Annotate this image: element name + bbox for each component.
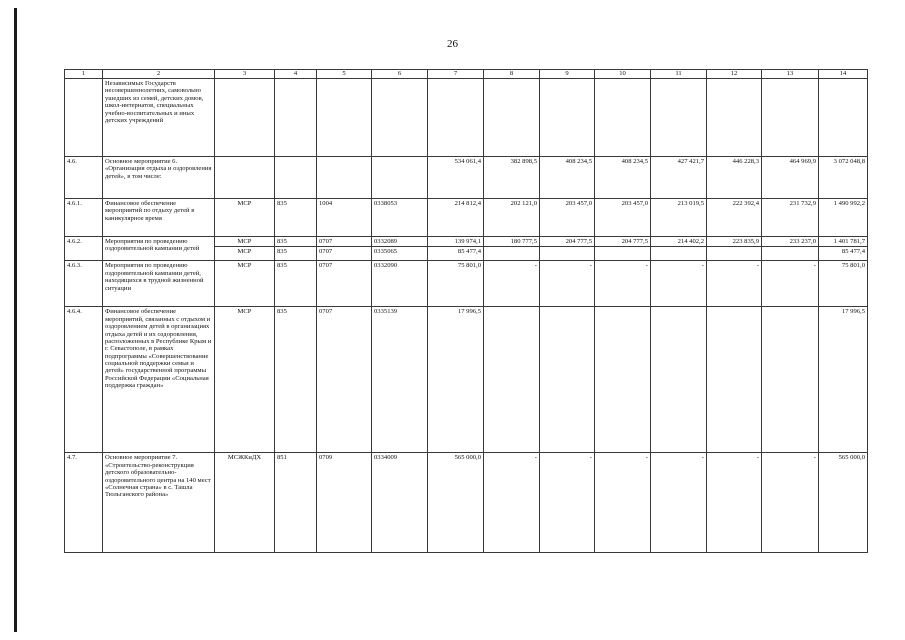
amount-cell: - [540,453,595,553]
code-cell: 0707 [317,237,372,247]
budget-table [64,69,868,553]
amount-cell: 231 732,9 [762,199,819,237]
amount-cell: 17 996,5 [428,307,484,453]
row-description: Финансовое обеспечение мероприятий по отдыху детей в каникулярное время [103,199,215,237]
agency-cell: МСР [215,261,275,307]
code-cell: 851 [275,453,317,553]
code-cell: 0335139 [372,307,428,453]
amount-cell: - [762,453,819,553]
code-cell: 835 [275,261,317,307]
cell [651,79,707,157]
amount-cell: 214 402,2 [651,237,707,247]
cell [215,79,275,157]
row-number: 4.6.1. [65,199,103,237]
total-cell: 1 490 992,2 [819,199,868,237]
row-description: Мероприятия по проведению оздоровительной кампании детей [103,237,215,261]
amount-cell: 565 000,0 [428,453,484,553]
amount-cell: 204 777,5 [595,237,651,247]
cell [595,79,651,157]
row-number: 4.6.4. [65,307,103,453]
header-cell: 8 [484,70,540,79]
cell [595,247,651,261]
amount-cell: - [484,261,540,307]
amount-cell: 203 457,0 [540,199,595,237]
code-cell: 0707 [317,247,372,261]
page-edge-bar [14,8,17,632]
header-cell: 14 [819,70,868,79]
cell [428,79,484,157]
code-cell: 1004 [317,199,372,237]
row-number: 4.6.3. [65,261,103,307]
row-number: 4.6.2. [65,237,103,261]
agency-cell: МСР [215,247,275,261]
cell [275,79,317,157]
header-cell: 6 [372,70,428,79]
header-cell: 5 [317,70,372,79]
table-row-4-6-4 [65,307,868,453]
amount-cell: 202 121,0 [484,199,540,237]
cell [317,157,372,199]
amount-cell: 408 234,5 [595,157,651,199]
row-description: Независимых Государств несовершеннолетних, самовольно ушедших из семей, детских домов, школ-интернатов, специальных учебно-воспитательных и иных детских учреждений [103,79,215,157]
amount-cell: 382 898,5 [484,157,540,199]
cell [540,307,595,453]
amount-cell: - [707,261,762,307]
amount-cell: 427 421,7 [651,157,707,199]
amount-cell: 85 477,4 [428,247,484,261]
amount-cell: 204 777,5 [540,237,595,247]
cell [762,79,819,157]
amount-cell: - [707,453,762,553]
code-cell: 0335065 [372,247,428,261]
header-cell: 11 [651,70,707,79]
amount-cell: 222 392,4 [707,199,762,237]
cell [484,247,540,261]
row-description: Финансовое обеспечение мероприятий, связанных с отдыхом и оздоровлением детей в организациях отдыха детей и их оздоровления, расположенных в Республике Крым и г. Севастополе, в рамках подпрограммы «Совершенствование социальной поддержки семьи и детей» государственной программы Российской Федерации «Социальная поддержка граждан» [103,307,215,453]
cell [484,307,540,453]
total-cell: 75 801,0 [819,261,868,307]
cell [215,157,275,199]
code-cell: 0332090 [372,261,428,307]
table-row-4-7 [65,453,868,553]
amount-cell: 203 457,0 [595,199,651,237]
code-cell: 0334009 [372,453,428,553]
header-cell: 2 [103,70,215,79]
cell [372,79,428,157]
amount-cell: 214 812,4 [428,199,484,237]
amount-cell: 464 969,9 [762,157,819,199]
header-cell: 3 [215,70,275,79]
total-cell: 565 000,0 [819,453,868,553]
cell [762,247,819,261]
amount-cell: 180 777,5 [484,237,540,247]
amount-cell: - [595,261,651,307]
cell [762,307,819,453]
total-cell: 1 401 781,7 [819,237,868,247]
amount-cell: 408 234,5 [540,157,595,199]
code-cell: 835 [275,307,317,453]
amount-cell: - [651,453,707,553]
code-cell: 0338053 [372,199,428,237]
row-description: Мероприятия по проведению оздоровительной кампании детей, находящихся в трудной жизненной ситуации [103,261,215,307]
total-cell: 85 477,4 [819,247,868,261]
cell [819,79,868,157]
header-cell: 4 [275,70,317,79]
table-row-continuation [65,79,868,157]
amount-cell: 534 061,4 [428,157,484,199]
row-description: Основное мероприятие 7. «Строительство-реконструкция детского образовательно-оздоровительного центра на 140 мест «Солнечная страна» в с. Ташла Тюльганского района» [103,453,215,553]
header-cell: 7 [428,70,484,79]
agency-cell: МСР [215,237,275,247]
amount-cell: 233 237,0 [762,237,819,247]
header-row [65,70,868,79]
header-cell: 13 [762,70,819,79]
header-cell: 12 [707,70,762,79]
table-row-4-6 [65,157,868,199]
amount-cell: - [595,453,651,553]
header-cell: 1 [65,70,103,79]
header-cell: 9 [540,70,595,79]
table-row-4-6-2 [65,237,868,247]
total-cell: 3 072 048,8 [819,157,868,199]
amount-cell: - [484,453,540,553]
code-cell: 0707 [317,307,372,453]
code-cell: 0332089 [372,237,428,247]
amount-cell: 75 801,0 [428,261,484,307]
row-number [65,79,103,157]
table-row-4-6-3 [65,261,868,307]
cell [707,307,762,453]
cell [540,247,595,261]
page-number: 26 [447,38,458,50]
cell [484,79,540,157]
cell [707,79,762,157]
amount-cell: - [540,261,595,307]
amount-cell: 139 974,1 [428,237,484,247]
cell [651,307,707,453]
amount-cell: - [651,261,707,307]
cell [540,79,595,157]
header-cell: 10 [595,70,651,79]
amount-cell: - [762,261,819,307]
agency-cell: МСР [215,199,275,237]
code-cell: 0707 [317,261,372,307]
code-cell: 0709 [317,453,372,553]
code-cell: 835 [275,237,317,247]
agency-cell: МСЖКиДХ [215,453,275,553]
amount-cell: 213 019,5 [651,199,707,237]
cell [595,307,651,453]
table-row-4-6-1 [65,199,868,237]
total-cell: 17 996,5 [819,307,868,453]
cell [372,157,428,199]
code-cell: 835 [275,247,317,261]
agency-cell: МСР [215,307,275,453]
code-cell: 835 [275,199,317,237]
cell [275,157,317,199]
cell [707,247,762,261]
row-number: 4.6. [65,157,103,199]
row-number: 4.7. [65,453,103,553]
amount-cell: 446 228,3 [707,157,762,199]
cell [317,79,372,157]
row-description: Основное мероприятие 6. «Организация отдыха и оздоровления детей», в том числе: [103,157,215,199]
amount-cell: 223 835,9 [707,237,762,247]
cell [651,247,707,261]
